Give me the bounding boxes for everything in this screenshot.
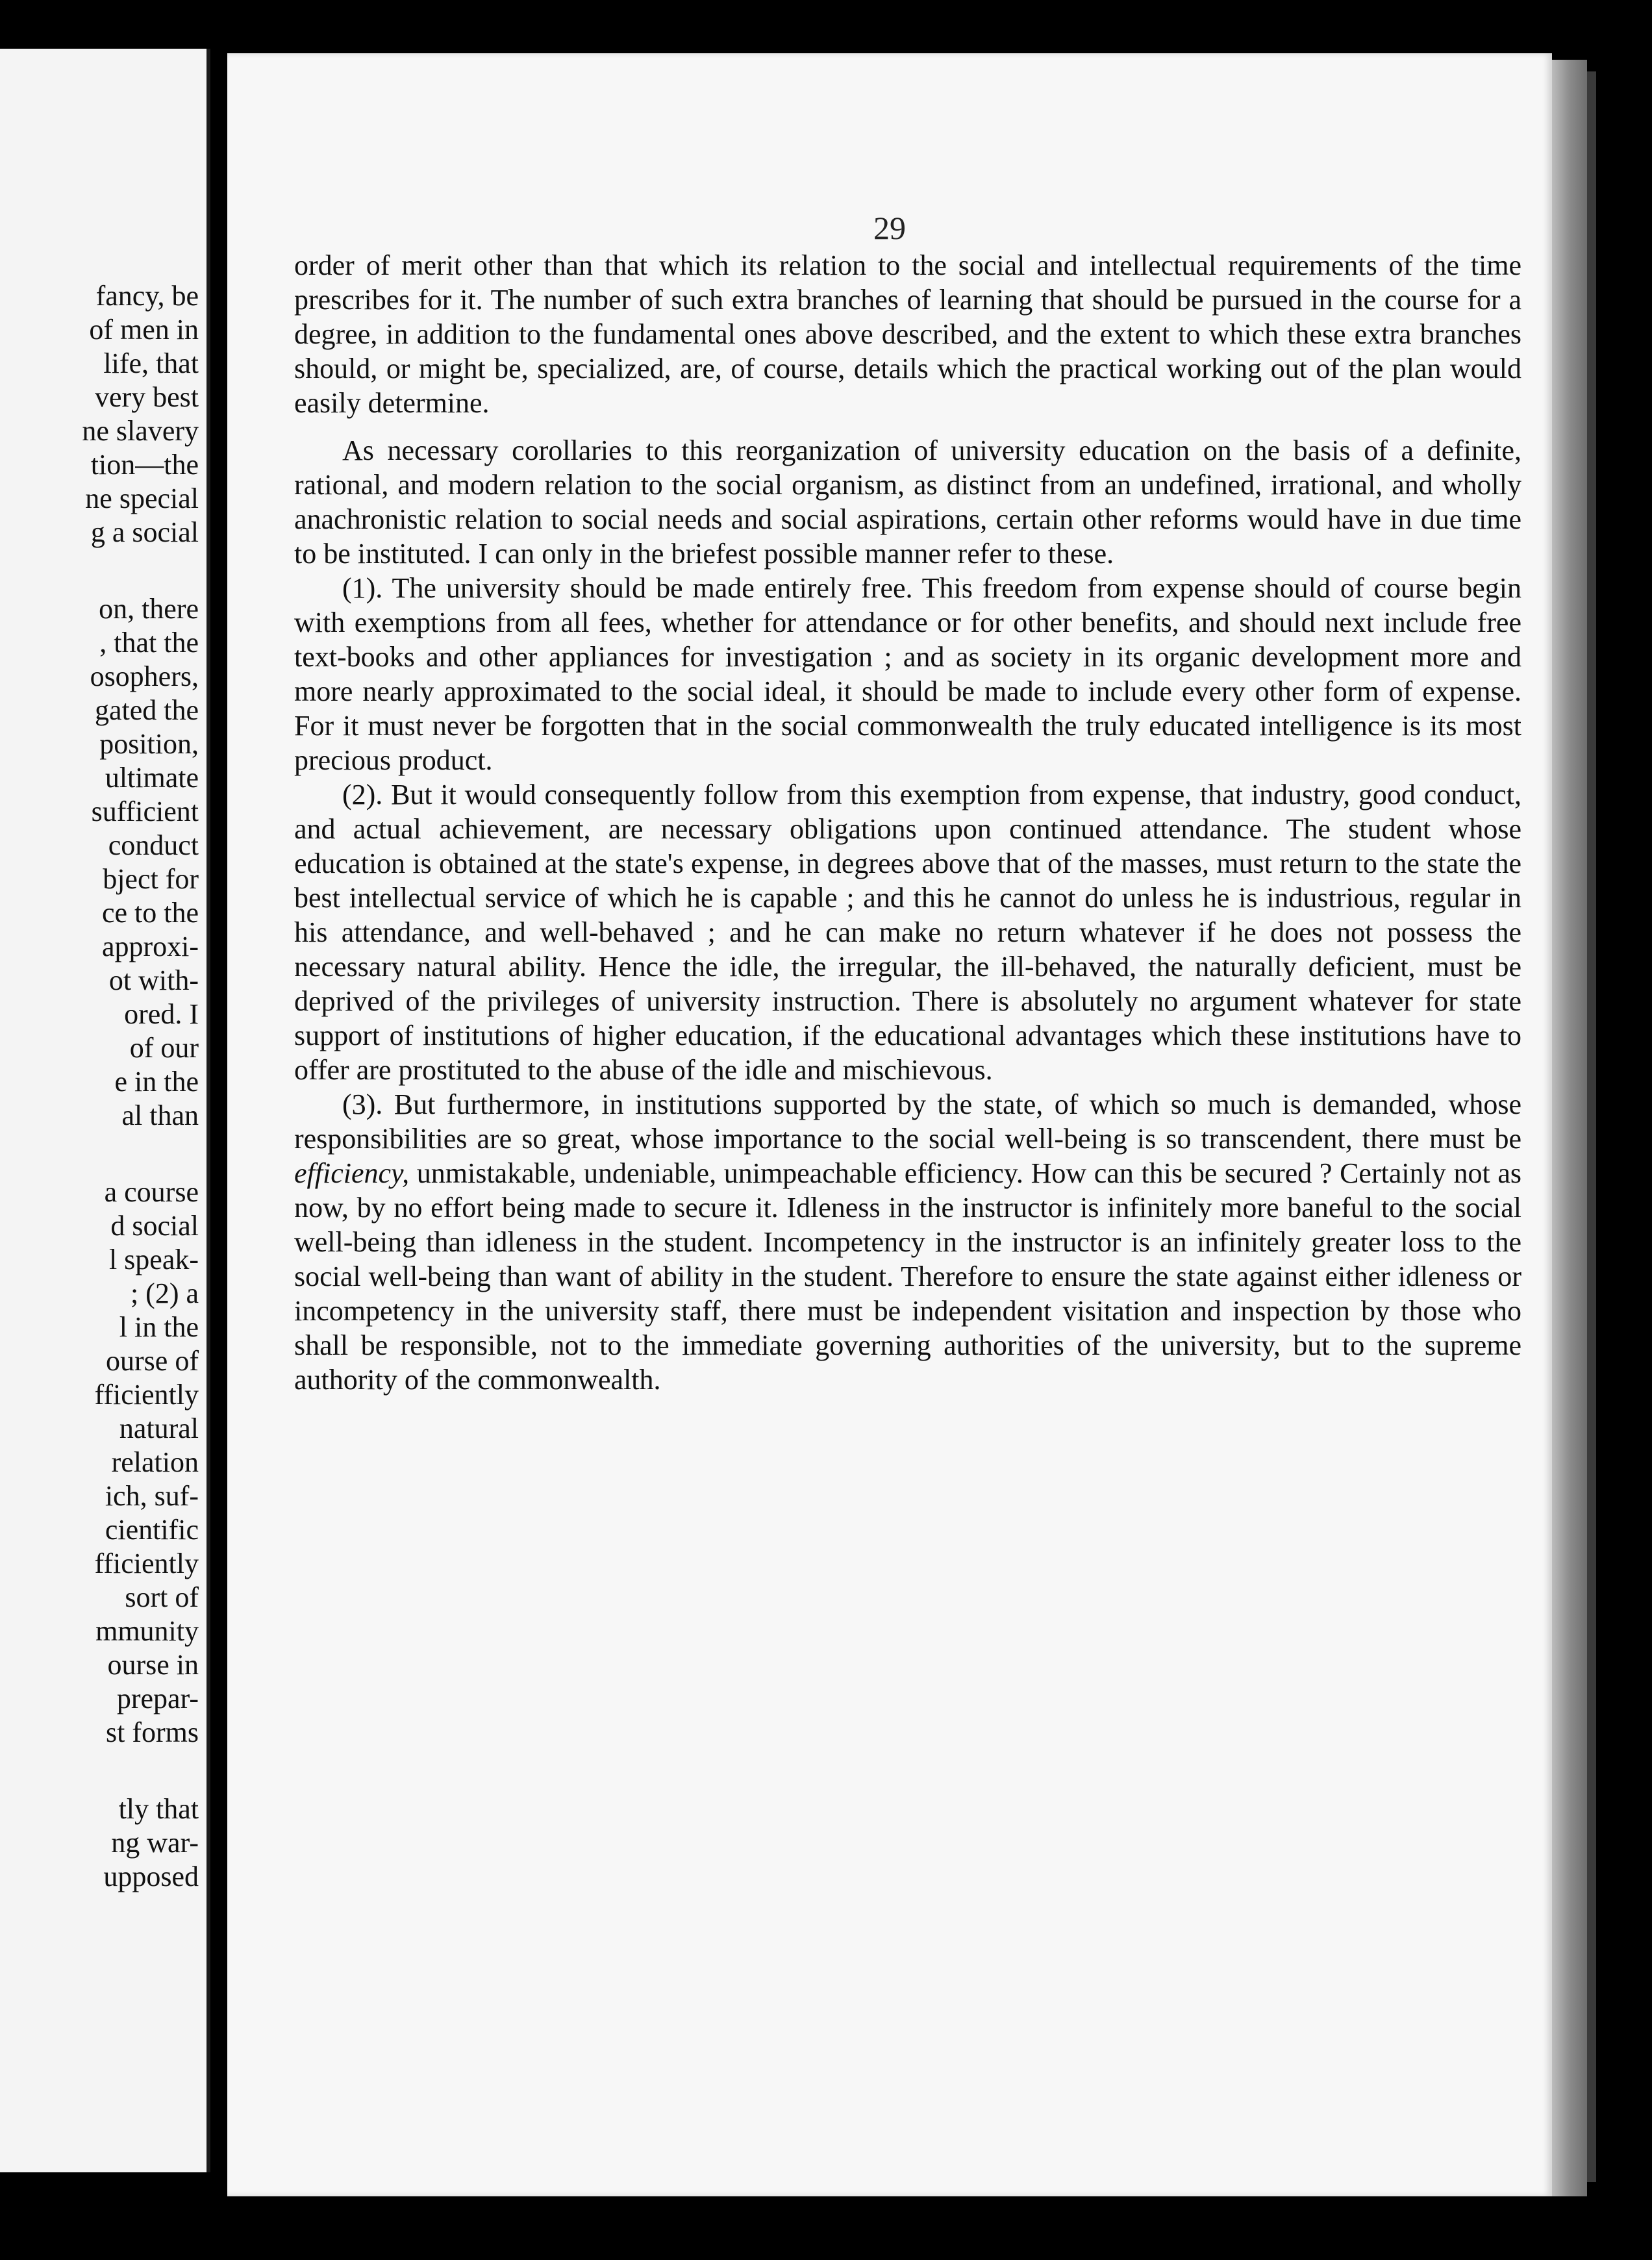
left-page-line: g a social — [90, 516, 199, 548]
left-page-line: position, — [99, 728, 199, 760]
left-page-line: conduct — [108, 829, 199, 861]
left-page-line: life, that — [103, 347, 199, 379]
left-page-line: st forms — [106, 1716, 199, 1748]
left-page-line: l speak- — [108, 1244, 199, 1275]
paragraph-point-3-end: unmistakable, undeniable, unimpeachable efficiency. How can this be secured ? Certainly not as now, by no effort being made to secure it. Idleness in the instructor is infinitely more baneful to the social well-being than idleness in the student. Incompetency in the instructor is an infinitely greater loss to the social well-being than want of ability in the student. Therefore to ensure the state against either idleness or incompetency in the university staff, there must be independent visitation and inspection by those who shall be responsible, not to the immediate governing authorities of the university, but to the supreme authority of the commonwealth. — [294, 1157, 1521, 1396]
page-edge-shadow — [1587, 71, 1596, 2182]
left-page-line: fancy, be — [95, 280, 199, 312]
page-edge — [1552, 60, 1587, 2196]
left-page-line: ich, suf- — [105, 1480, 199, 1512]
left-page-line: ne special — [85, 483, 199, 514]
left-page-line: on, there — [99, 593, 199, 625]
paragraph-point-3-start: (3). But furthermore, in institutions supported by the state, of which so much is demanded, whose responsibilities are so great, whose importance to the social well-being is so transcendent, there must be — [294, 1088, 1521, 1155]
left-page-line: ce to the — [101, 897, 199, 929]
left-page-line: fficiently — [94, 1548, 199, 1579]
left-page-line: ot with- — [108, 964, 199, 996]
left-page-line: mmunity — [95, 1615, 199, 1647]
left-page-line: gated the — [94, 694, 199, 726]
left-page-line: prepar- — [116, 1683, 199, 1714]
paragraph-point-1: (1). The university should be made entirely free. This freedom from expense should of course begin with exemptions from all fees, whether for attendance or for other benefits, and should next include free text-books and other appliances for investigation ; and as society in its organic development more and more nearly approximated to the social ideal, it should be made to include every other form of expense. For it must never be forgotten that in the social commonwealth the truly educated intelligence is its most precious product. — [294, 572, 1521, 776]
left-page-line: ourse in — [107, 1649, 199, 1681]
left-page-line: sort of — [125, 1581, 199, 1613]
left-page-line: ultimate — [105, 762, 199, 794]
left-page-line: ng war- — [111, 1827, 199, 1859]
previous-page-fragment — [0, 49, 210, 2172]
left-page-line: ne slavery — [82, 415, 199, 447]
left-page-line: e in the — [114, 1066, 199, 1098]
left-page-line: osophers, — [90, 660, 199, 692]
page-body — [294, 248, 1521, 1397]
left-page-line: relation — [111, 1446, 199, 1478]
book-page — [227, 53, 1552, 2196]
left-page-line: l in the — [119, 1311, 199, 1343]
left-page-line: fficiently — [94, 1379, 199, 1411]
paragraph-point-3 — [294, 1087, 1521, 1397]
left-page-line: tly that — [118, 1793, 199, 1825]
left-page-line: ored. I — [124, 998, 199, 1030]
left-page-line: approxi- — [101, 931, 199, 962]
left-page-line: ourse of — [106, 1345, 199, 1377]
left-page-line: bject for — [103, 863, 199, 895]
emphasis-efficiency: efficiency, — [294, 1157, 410, 1189]
left-page-line: upposed — [103, 1861, 199, 1892]
left-page-line: very best — [94, 381, 199, 413]
left-page-line: al than — [121, 1099, 199, 1131]
left-page-line: , that the — [99, 627, 199, 659]
left-page-line: of our — [129, 1032, 199, 1064]
left-page-line: cientific — [105, 1514, 199, 1546]
left-page-line: natural — [119, 1412, 199, 1444]
left-page-line: sufficient — [91, 796, 199, 827]
left-page-line: of men in — [89, 314, 199, 345]
left-page-line: d social — [110, 1210, 199, 1242]
paragraph-continued: order of merit other than that which its relation to the social and intellectual requirements of the time prescribes for it. The number of such extra branches of learning that should be pursued in the course for a degree, in addition to the fundamental ones above described, and the extent to which these extra branches should, or might be, specialized, are, of course, details which the practical working out of the plan would easily determine. — [294, 249, 1521, 419]
paragraph-point-2: (2). But it would consequently follow from this exemption from expense, that industry, good conduct, and actual achievement, are necessary obligations upon continued attendance. The student whose education is obtained at the state's expense, in degrees above that of the masses, must return to the state the best intellectual service of which he is capable ; and this he cannot do unless he is industrious, regular in his attendance, and well-behaved ; and he can make no return whatever if he does not possess the necessary natural ability. Hence the idle, the irregular, the ill-behaved, the naturally deficient, must be deprived of the privileges of university instruction. There is absolutely no argument whatever for state support of institutions of higher education, if the educational advantages which these institutions have to offer are prostituted to the abuse of the idle and mischievous. — [294, 779, 1521, 1086]
left-page-line: tion—the — [90, 449, 199, 481]
left-page-line: a course — [104, 1176, 199, 1208]
paragraph-corollaries: As necessary corollaries to this reorganization of university education on the basis of a definite, rational, and modern relation to the social organism, as distinct from an undefined, irrational, and wholly anachronistic relation to social needs and social aspirations, certain other reforms would have in due time to be instituted. I can only in the briefest possible manner refer to these. — [294, 434, 1521, 570]
page-number: 29 — [873, 210, 906, 246]
left-page-line: ; (2) a — [130, 1277, 199, 1309]
